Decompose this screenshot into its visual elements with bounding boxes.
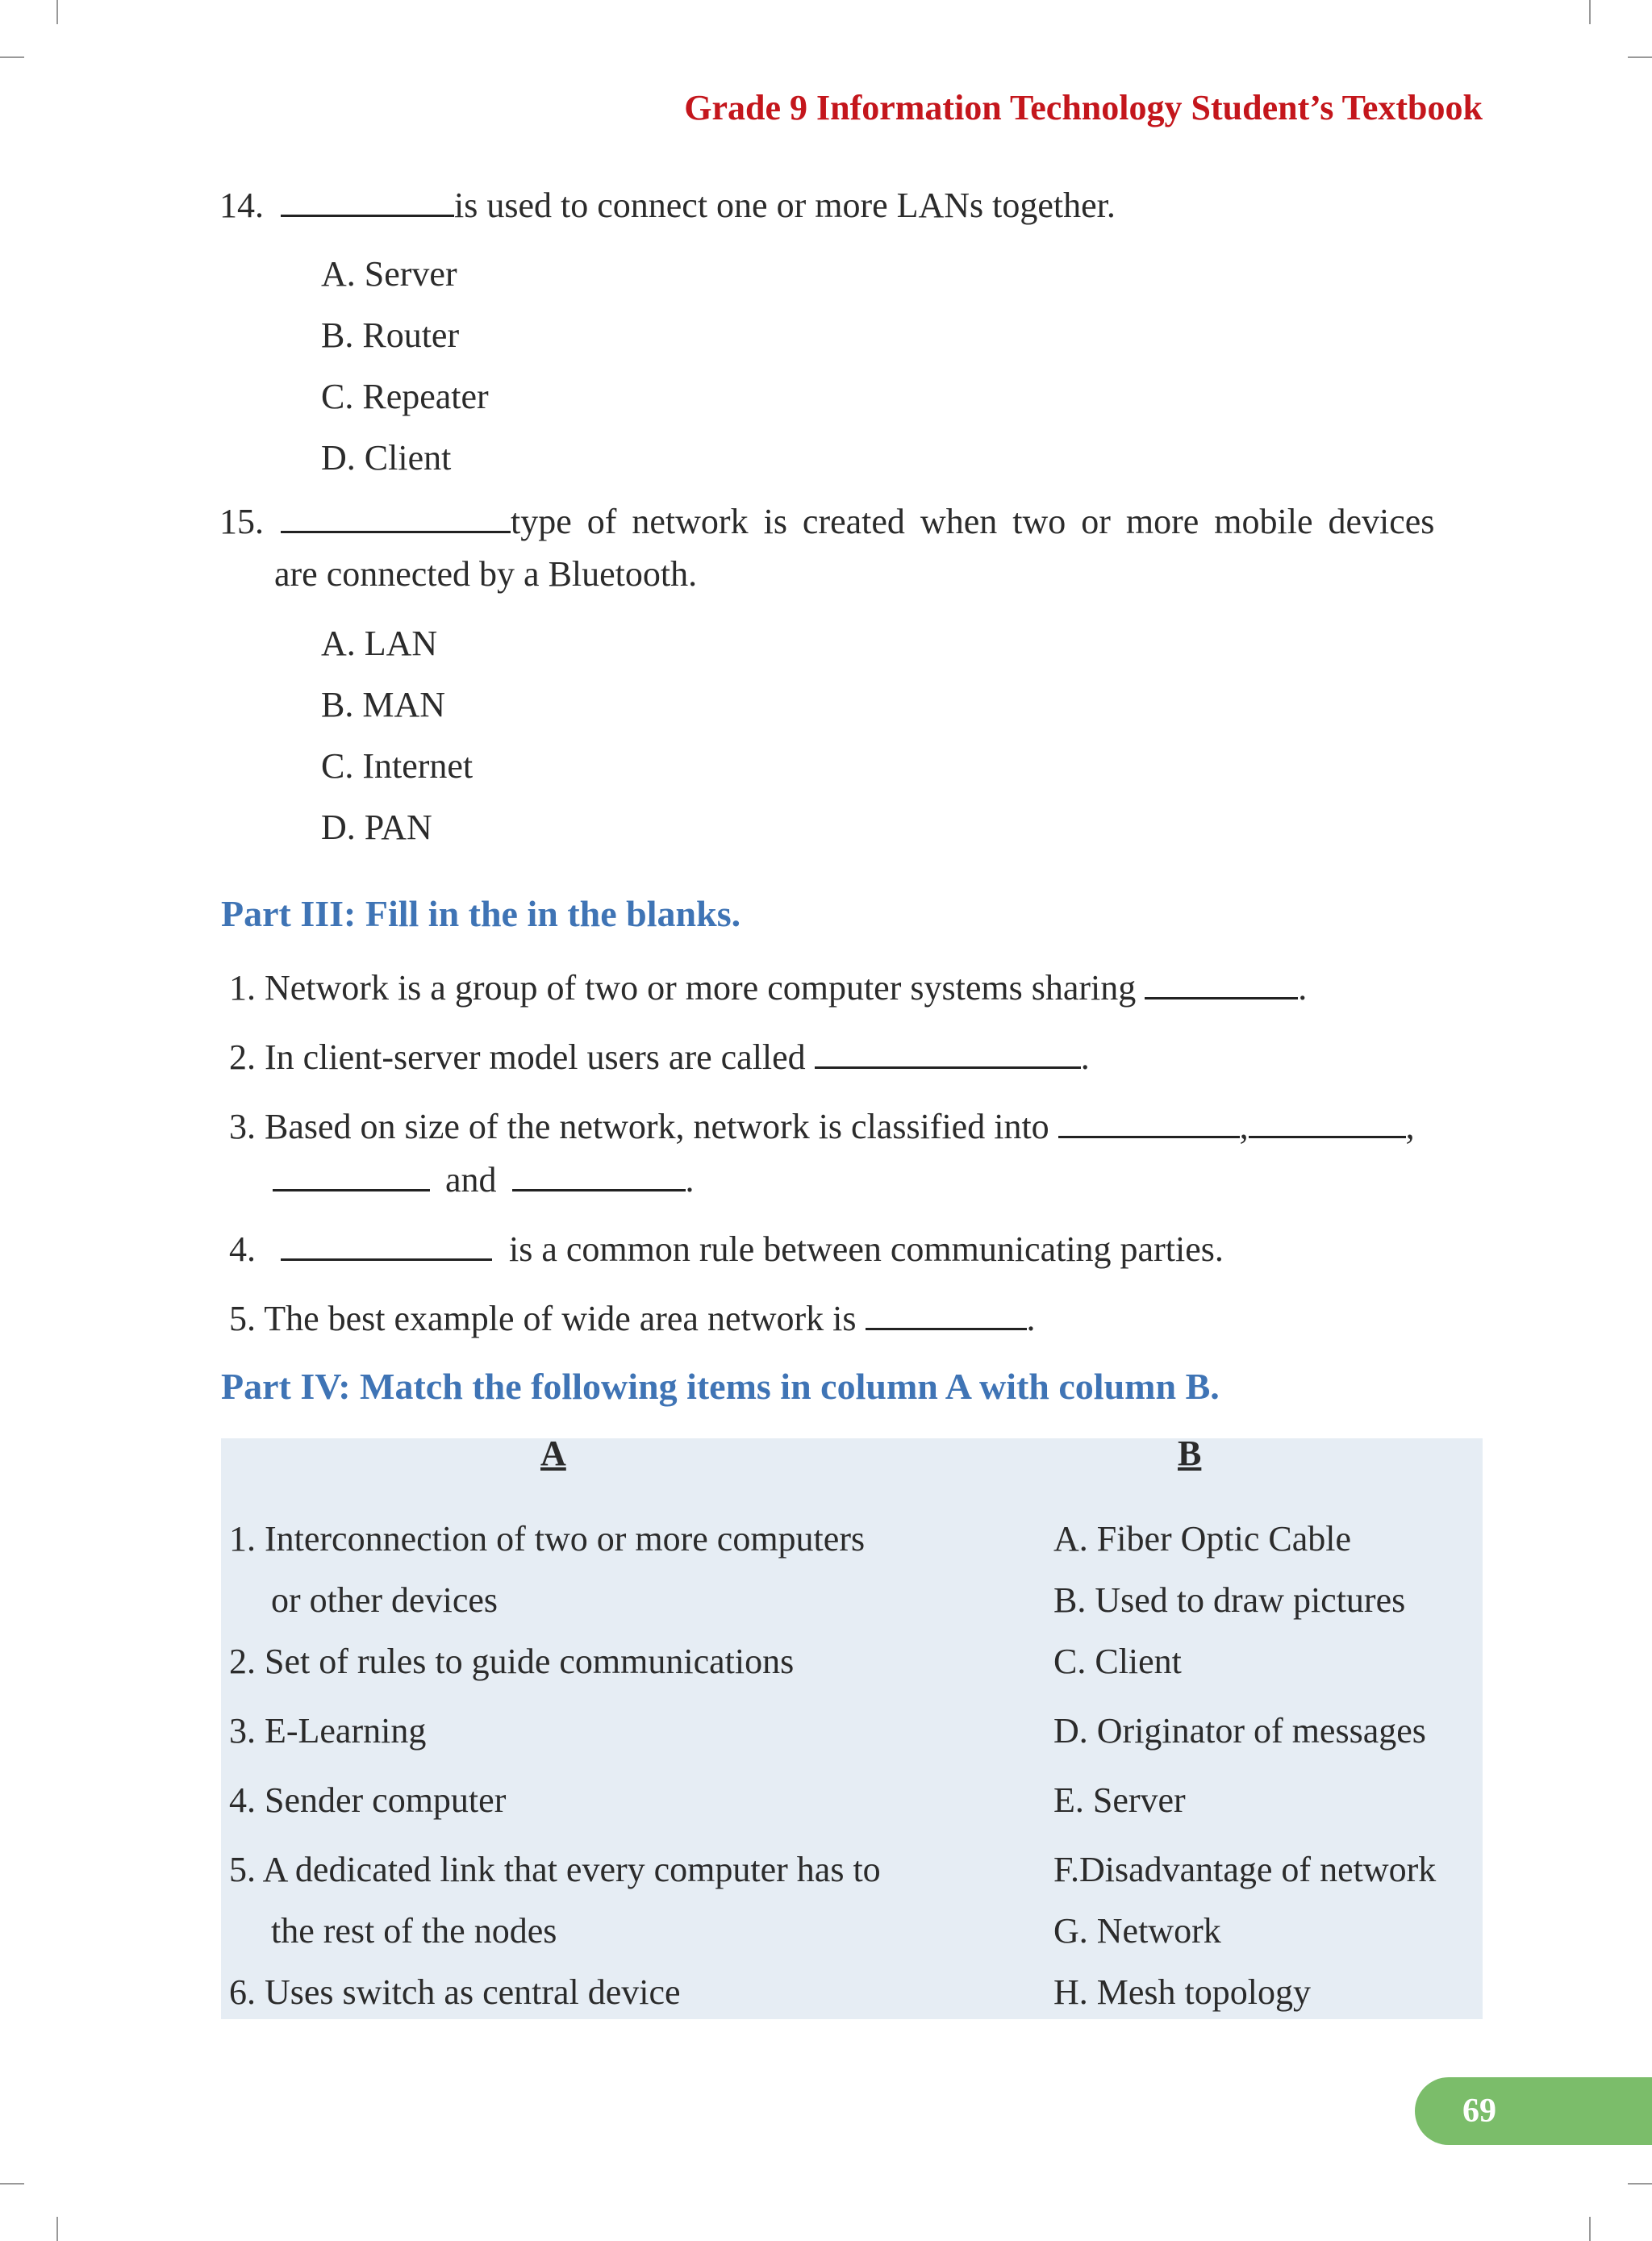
column-a-header: A xyxy=(540,1433,566,1473)
answer-blank[interactable] xyxy=(273,1157,430,1191)
answer-blank[interactable] xyxy=(1145,965,1298,999)
option[interactable]: A. LAN xyxy=(321,624,438,663)
answer-blank[interactable] xyxy=(815,1034,1081,1069)
section-heading-part3: Part III: Fill in the in the blanks. xyxy=(221,893,741,934)
question-15 xyxy=(219,499,1434,545)
column-a-line: the rest of the nodes xyxy=(271,1911,557,1951)
answer-blank[interactable] xyxy=(1058,1104,1240,1138)
option[interactable]: B. Router xyxy=(321,315,460,355)
question-text: are connected by a Bluetooth. xyxy=(274,554,698,594)
question-number: 14. xyxy=(219,186,264,225)
column-a-line: 4. Sender computer xyxy=(229,1780,507,1820)
fill-item-5: 5. The best example of wide area network is . xyxy=(229,1296,1036,1342)
column-a-line: 3. E-Learning xyxy=(229,1711,427,1751)
column-a-line: 6. Uses switch as central device xyxy=(229,1972,681,2012)
column-b-item: D. Originator of messages xyxy=(1053,1711,1426,1751)
option[interactable]: A. Server xyxy=(321,254,457,294)
crop-mark xyxy=(0,2183,24,2185)
fill-item-1: 1. Network is a group of two or more computer systems sharing . xyxy=(229,965,1307,1011)
column-b-item: E. Server xyxy=(1053,1780,1186,1820)
column-b-item: A. Fiber Optic Cable xyxy=(1053,1519,1352,1559)
crop-mark xyxy=(1628,56,1652,58)
crop-mark xyxy=(56,2217,58,2241)
question-number: 15. xyxy=(219,502,264,541)
answer-blank[interactable] xyxy=(281,1226,492,1261)
column-b-item: C. Client xyxy=(1053,1642,1182,1681)
column-a-line: or other devices xyxy=(271,1580,498,1620)
fill-item-3-cont: and . xyxy=(273,1157,695,1203)
crop-mark xyxy=(1589,0,1591,24)
column-b-item: H. Mesh topology xyxy=(1053,1972,1311,2012)
column-b-item: F.Disadvantage of network xyxy=(1053,1850,1437,1889)
question-14 xyxy=(219,182,1116,228)
column-b-item: G. Network xyxy=(1053,1911,1221,1951)
column-a-line: 2. Set of rules to guide communications xyxy=(229,1642,795,1681)
question-text: is used to connect one or more LANs together. xyxy=(454,186,1116,225)
running-header: Grade 9 Information Technology Student’s Textbook xyxy=(684,88,1483,127)
crop-mark xyxy=(56,0,58,24)
section-heading-part4: Part IV: Match the following items in column A with column B. xyxy=(221,1366,1220,1407)
column-a-line: 5. A dedicated link that every computer has to xyxy=(229,1850,881,1889)
crop-mark xyxy=(0,56,24,58)
column-b-header: B xyxy=(1178,1433,1202,1473)
answer-blank[interactable] xyxy=(281,499,511,533)
option[interactable]: D. Client xyxy=(321,438,452,478)
fill-item-4: 4. is a common rule between communicating parties. xyxy=(229,1226,1224,1272)
fill-item-3: 3. Based on size of the network, network is classified into , , xyxy=(229,1104,1415,1150)
option[interactable]: C. Repeater xyxy=(321,377,489,416)
option[interactable]: D. PAN xyxy=(321,808,432,847)
column-b-item: B. Used to draw pictures xyxy=(1053,1580,1406,1620)
page-number: 69 xyxy=(1462,2093,1496,2130)
column-a-line: 1. Interconnection of two or more computers xyxy=(229,1519,866,1559)
crop-mark xyxy=(1589,2217,1591,2241)
answer-blank[interactable] xyxy=(281,182,454,217)
question-text: type of network is created when two or more mobile devices xyxy=(511,502,1435,541)
answer-blank[interactable] xyxy=(1249,1104,1406,1138)
answer-blank[interactable] xyxy=(866,1296,1027,1330)
option[interactable]: B. MAN xyxy=(321,685,446,724)
answer-blank[interactable] xyxy=(512,1157,686,1191)
fill-item-2: 2. In client-server model users are called . xyxy=(229,1034,1090,1080)
crop-mark xyxy=(1628,2183,1652,2185)
option[interactable]: C. Internet xyxy=(321,746,473,786)
